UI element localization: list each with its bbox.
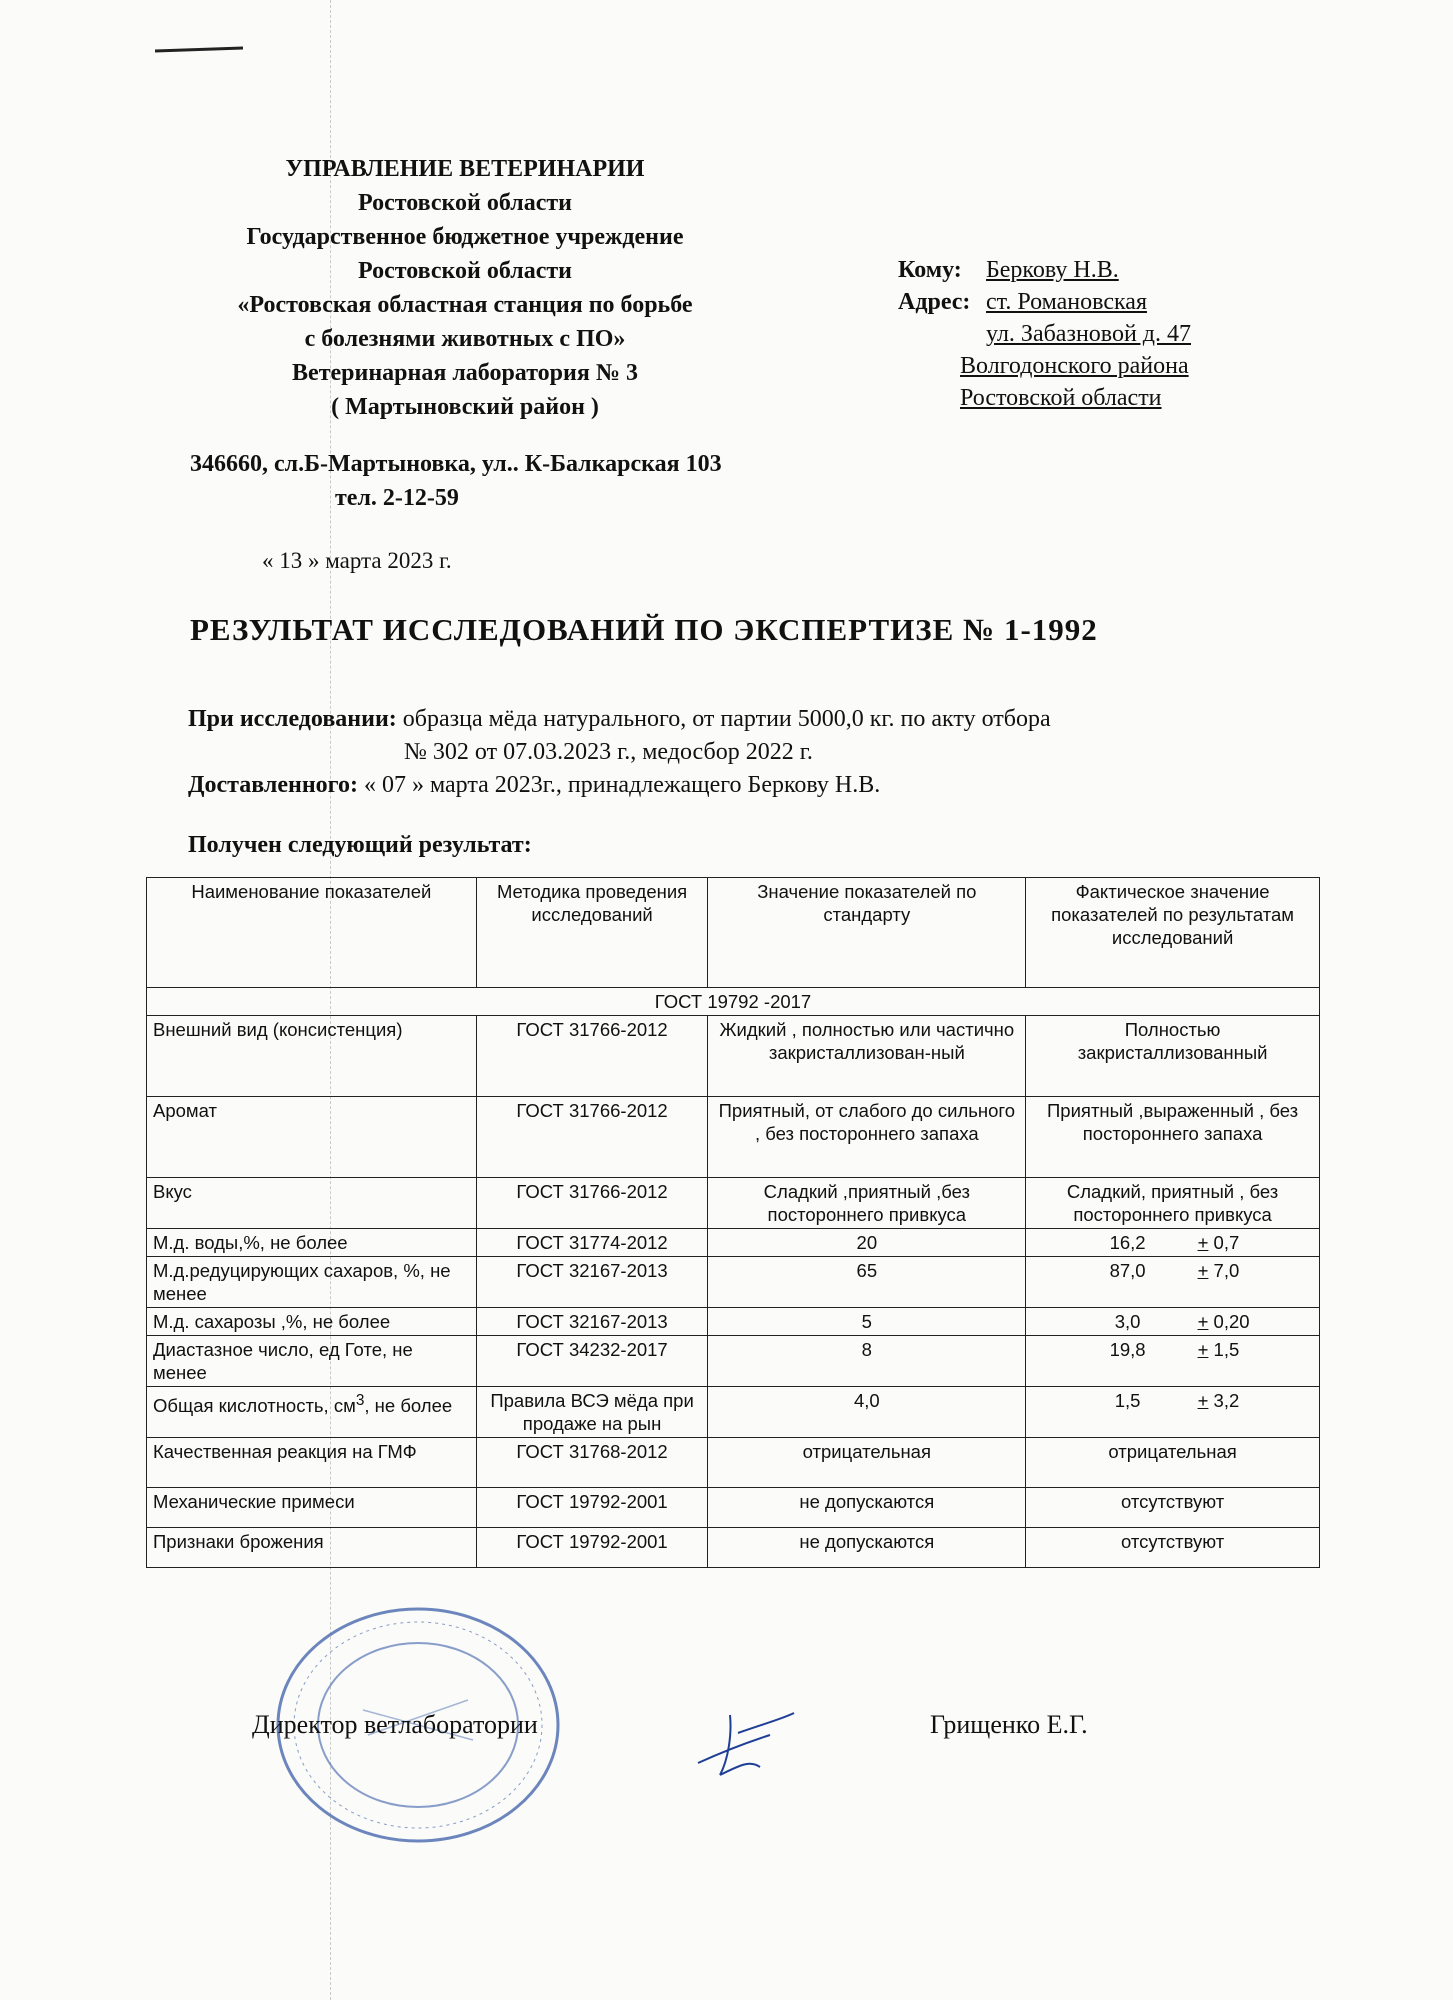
method: ГОСТ 19792-2001 bbox=[476, 1528, 708, 1568]
table-row bbox=[147, 1016, 1320, 1097]
table-row bbox=[147, 1257, 1320, 1308]
indicator-name: Механические примеси bbox=[147, 1488, 477, 1528]
plus-minus-sign: + bbox=[1197, 1390, 1209, 1411]
standard-value: Сладкий ,приятный ,без постороннего привкуса bbox=[708, 1178, 1026, 1229]
actual-value: Полностью закристаллизованный bbox=[1026, 1016, 1320, 1097]
document-title: РЕЗУЛЬТАТ ИССЛЕДОВАНИЙ ПО ЭКСПЕРТИЗЕ № 1-1992 bbox=[190, 612, 1098, 647]
standard-value: 4,0 bbox=[708, 1387, 1026, 1438]
actual-value: отсутствуют bbox=[1026, 1488, 1320, 1528]
method: ГОСТ 31766-2012 bbox=[476, 1178, 708, 1229]
standard-value: 20 bbox=[708, 1229, 1026, 1257]
indicator-name: Вкус bbox=[147, 1178, 477, 1229]
column-header: Методика проведения исследований bbox=[476, 878, 708, 988]
table-header-row bbox=[147, 878, 1320, 988]
table-row bbox=[147, 1097, 1320, 1178]
sender-address bbox=[190, 447, 722, 515]
section-title: ГОСТ 19792 -2017 bbox=[147, 988, 1320, 1016]
indicator-name: Качественная реакция на ГМФ bbox=[147, 1438, 477, 1488]
table-section-row bbox=[147, 988, 1320, 1016]
table-row bbox=[147, 1229, 1320, 1257]
measured-value: 16,2 bbox=[1109, 1232, 1146, 1253]
method: ГОСТ 19792-2001 bbox=[476, 1488, 708, 1528]
column-header: Наименование показателей bbox=[147, 878, 477, 988]
header-line: УПРАВЛЕНИЕ ВЕТЕРИНАРИИ bbox=[285, 156, 645, 182]
column-header: Фактическое значение показателей по результатам исследований bbox=[1026, 878, 1320, 988]
results-table bbox=[146, 877, 1320, 1568]
sender-address-line: 346660, сл.Б-Мартыновка, ул.. К-Балкарская 103 bbox=[190, 451, 722, 477]
standard-value: 8 bbox=[708, 1336, 1026, 1387]
method: ГОСТ 32167-2013 bbox=[476, 1257, 708, 1308]
actual-value bbox=[1026, 1387, 1320, 1438]
standard-value: Жидкий , полностью или частично закристаллизован-ный bbox=[708, 1016, 1026, 1097]
plus-minus-sign: + bbox=[1197, 1260, 1209, 1281]
result-label: Получен следующий результат: bbox=[188, 832, 532, 858]
actual-value: Сладкий, приятный , без постороннего привкуса bbox=[1026, 1178, 1320, 1229]
actual-value bbox=[1026, 1229, 1320, 1257]
address-line: Ростовской области bbox=[960, 385, 1162, 411]
method: ГОСТ 31768-2012 bbox=[476, 1438, 708, 1488]
method: ГОСТ 31774-2012 bbox=[476, 1229, 708, 1257]
signer-name: Грищенко Е.Г. bbox=[930, 1710, 1088, 1739]
indicator-name: М.д. воды,%, не более bbox=[147, 1229, 477, 1257]
actual-value bbox=[1026, 1308, 1320, 1336]
handwritten-signature bbox=[690, 1705, 800, 1785]
measured-value: 3,0 bbox=[1114, 1311, 1141, 1332]
study-label: При исследовании: bbox=[188, 706, 397, 732]
indicator-name: М.д. сахарозы ,%, не более bbox=[147, 1308, 477, 1336]
signer-position: Директор ветлаборатории bbox=[252, 1710, 538, 1739]
method: Правила ВСЭ мёда при продаже на рын bbox=[476, 1387, 708, 1438]
table-row bbox=[147, 1178, 1320, 1229]
standard-value: 5 bbox=[708, 1308, 1026, 1336]
study-text-2: № 302 от 07.03.2023 г., медосбор 2022 г. bbox=[404, 739, 813, 765]
actual-value: отрицательная bbox=[1026, 1438, 1320, 1488]
header-line: Государственное бюджетное учреждение bbox=[246, 224, 684, 250]
table-row bbox=[147, 1387, 1320, 1438]
indicator-name: Аромат bbox=[147, 1097, 477, 1178]
address-line: ст. Романовская bbox=[986, 289, 1147, 315]
header-line: Ветеринарная лаборатория № 3 bbox=[292, 360, 638, 386]
actual-value bbox=[1026, 1336, 1320, 1387]
standard-value: отрицательная bbox=[708, 1438, 1026, 1488]
delivered-label: Доставленного: bbox=[188, 772, 358, 798]
plus-minus-sign: + bbox=[1197, 1232, 1209, 1253]
header-line: Ростовской области bbox=[358, 190, 572, 216]
address-line: ул. Забазновой д. 47 bbox=[986, 321, 1192, 347]
document-date: « 13 » марта 2023 г. bbox=[262, 548, 452, 573]
delivered-text: « 07 » марта 2023г., принадлежащего Беркову Н.В. bbox=[357, 772, 881, 798]
standard-value: 65 bbox=[708, 1257, 1026, 1308]
actual-value: Приятный ,выраженный , без постороннего запаха bbox=[1026, 1097, 1320, 1178]
method: ГОСТ 34232-2017 bbox=[476, 1336, 708, 1387]
address-label: Адрес: bbox=[898, 289, 971, 315]
indicator-name-part: , не более bbox=[364, 1395, 453, 1417]
table-row bbox=[147, 1528, 1320, 1568]
actual-value: отсутствуют bbox=[1026, 1528, 1320, 1568]
standard-value: не допускаются bbox=[708, 1488, 1026, 1528]
method: ГОСТ 31766-2012 bbox=[476, 1016, 708, 1097]
sender-phone: тел. 2-12-59 bbox=[335, 485, 459, 511]
indicator-name: Признаки брожения bbox=[147, 1528, 477, 1568]
superscript: 3 bbox=[355, 1392, 365, 1409]
header-line: Ростовской области bbox=[358, 258, 572, 284]
header-line: ( Мартыновский район ) bbox=[331, 394, 599, 420]
measured-value: 19,8 bbox=[1109, 1339, 1146, 1360]
recipient-block bbox=[898, 254, 1191, 414]
measured-value: 1,5 bbox=[1114, 1390, 1141, 1411]
table-row bbox=[147, 1336, 1320, 1387]
tolerance: 7,0 bbox=[1208, 1260, 1240, 1281]
tolerance: 0,7 bbox=[1208, 1232, 1240, 1253]
method: ГОСТ 32167-2013 bbox=[476, 1308, 708, 1336]
plus-minus-sign: + bbox=[1197, 1311, 1209, 1332]
measured-value: 87,0 bbox=[1109, 1260, 1146, 1281]
method: ГОСТ 31766-2012 bbox=[476, 1097, 708, 1178]
header-line: с болезнями животных с ПО» bbox=[304, 326, 626, 352]
indicator-name bbox=[147, 1387, 477, 1438]
study-info bbox=[188, 703, 1051, 802]
column-header: Значение показателей по стандарту bbox=[708, 878, 1026, 988]
standard-value: не допускаются bbox=[708, 1528, 1026, 1568]
tolerance: 0,20 bbox=[1208, 1311, 1250, 1332]
header-line: «Ростовская областная станция по борьбе bbox=[237, 292, 693, 318]
indicator-name: Диастазное число, ед Готе, не менее bbox=[147, 1336, 477, 1387]
tolerance: 1,5 bbox=[1208, 1339, 1240, 1360]
indicator-name: М.д.редуцирующих сахаров, %, не менее bbox=[147, 1257, 477, 1308]
table-row bbox=[147, 1308, 1320, 1336]
to-value: Беркову Н.В. bbox=[986, 257, 1119, 283]
to-label: Кому: bbox=[898, 257, 962, 283]
organization-header bbox=[185, 152, 745, 424]
address-line: Волгодонского района bbox=[960, 353, 1189, 379]
table-row bbox=[147, 1438, 1320, 1488]
standard-value: Приятный, от слабого до сильного , без постороннего запаха bbox=[708, 1097, 1026, 1178]
tolerance: 3,2 bbox=[1208, 1390, 1240, 1411]
study-text: образца мёда натурального, от партии 5000,0 кг. по акту отбора bbox=[396, 706, 1051, 732]
scan-mark bbox=[155, 46, 243, 54]
table-row bbox=[147, 1488, 1320, 1528]
actual-value bbox=[1026, 1257, 1320, 1308]
indicator-name-part: Общая кислотность, см bbox=[153, 1395, 356, 1417]
plus-minus-sign: + bbox=[1197, 1339, 1209, 1360]
indicator-name: Внешний вид (консистенция) bbox=[147, 1016, 477, 1097]
